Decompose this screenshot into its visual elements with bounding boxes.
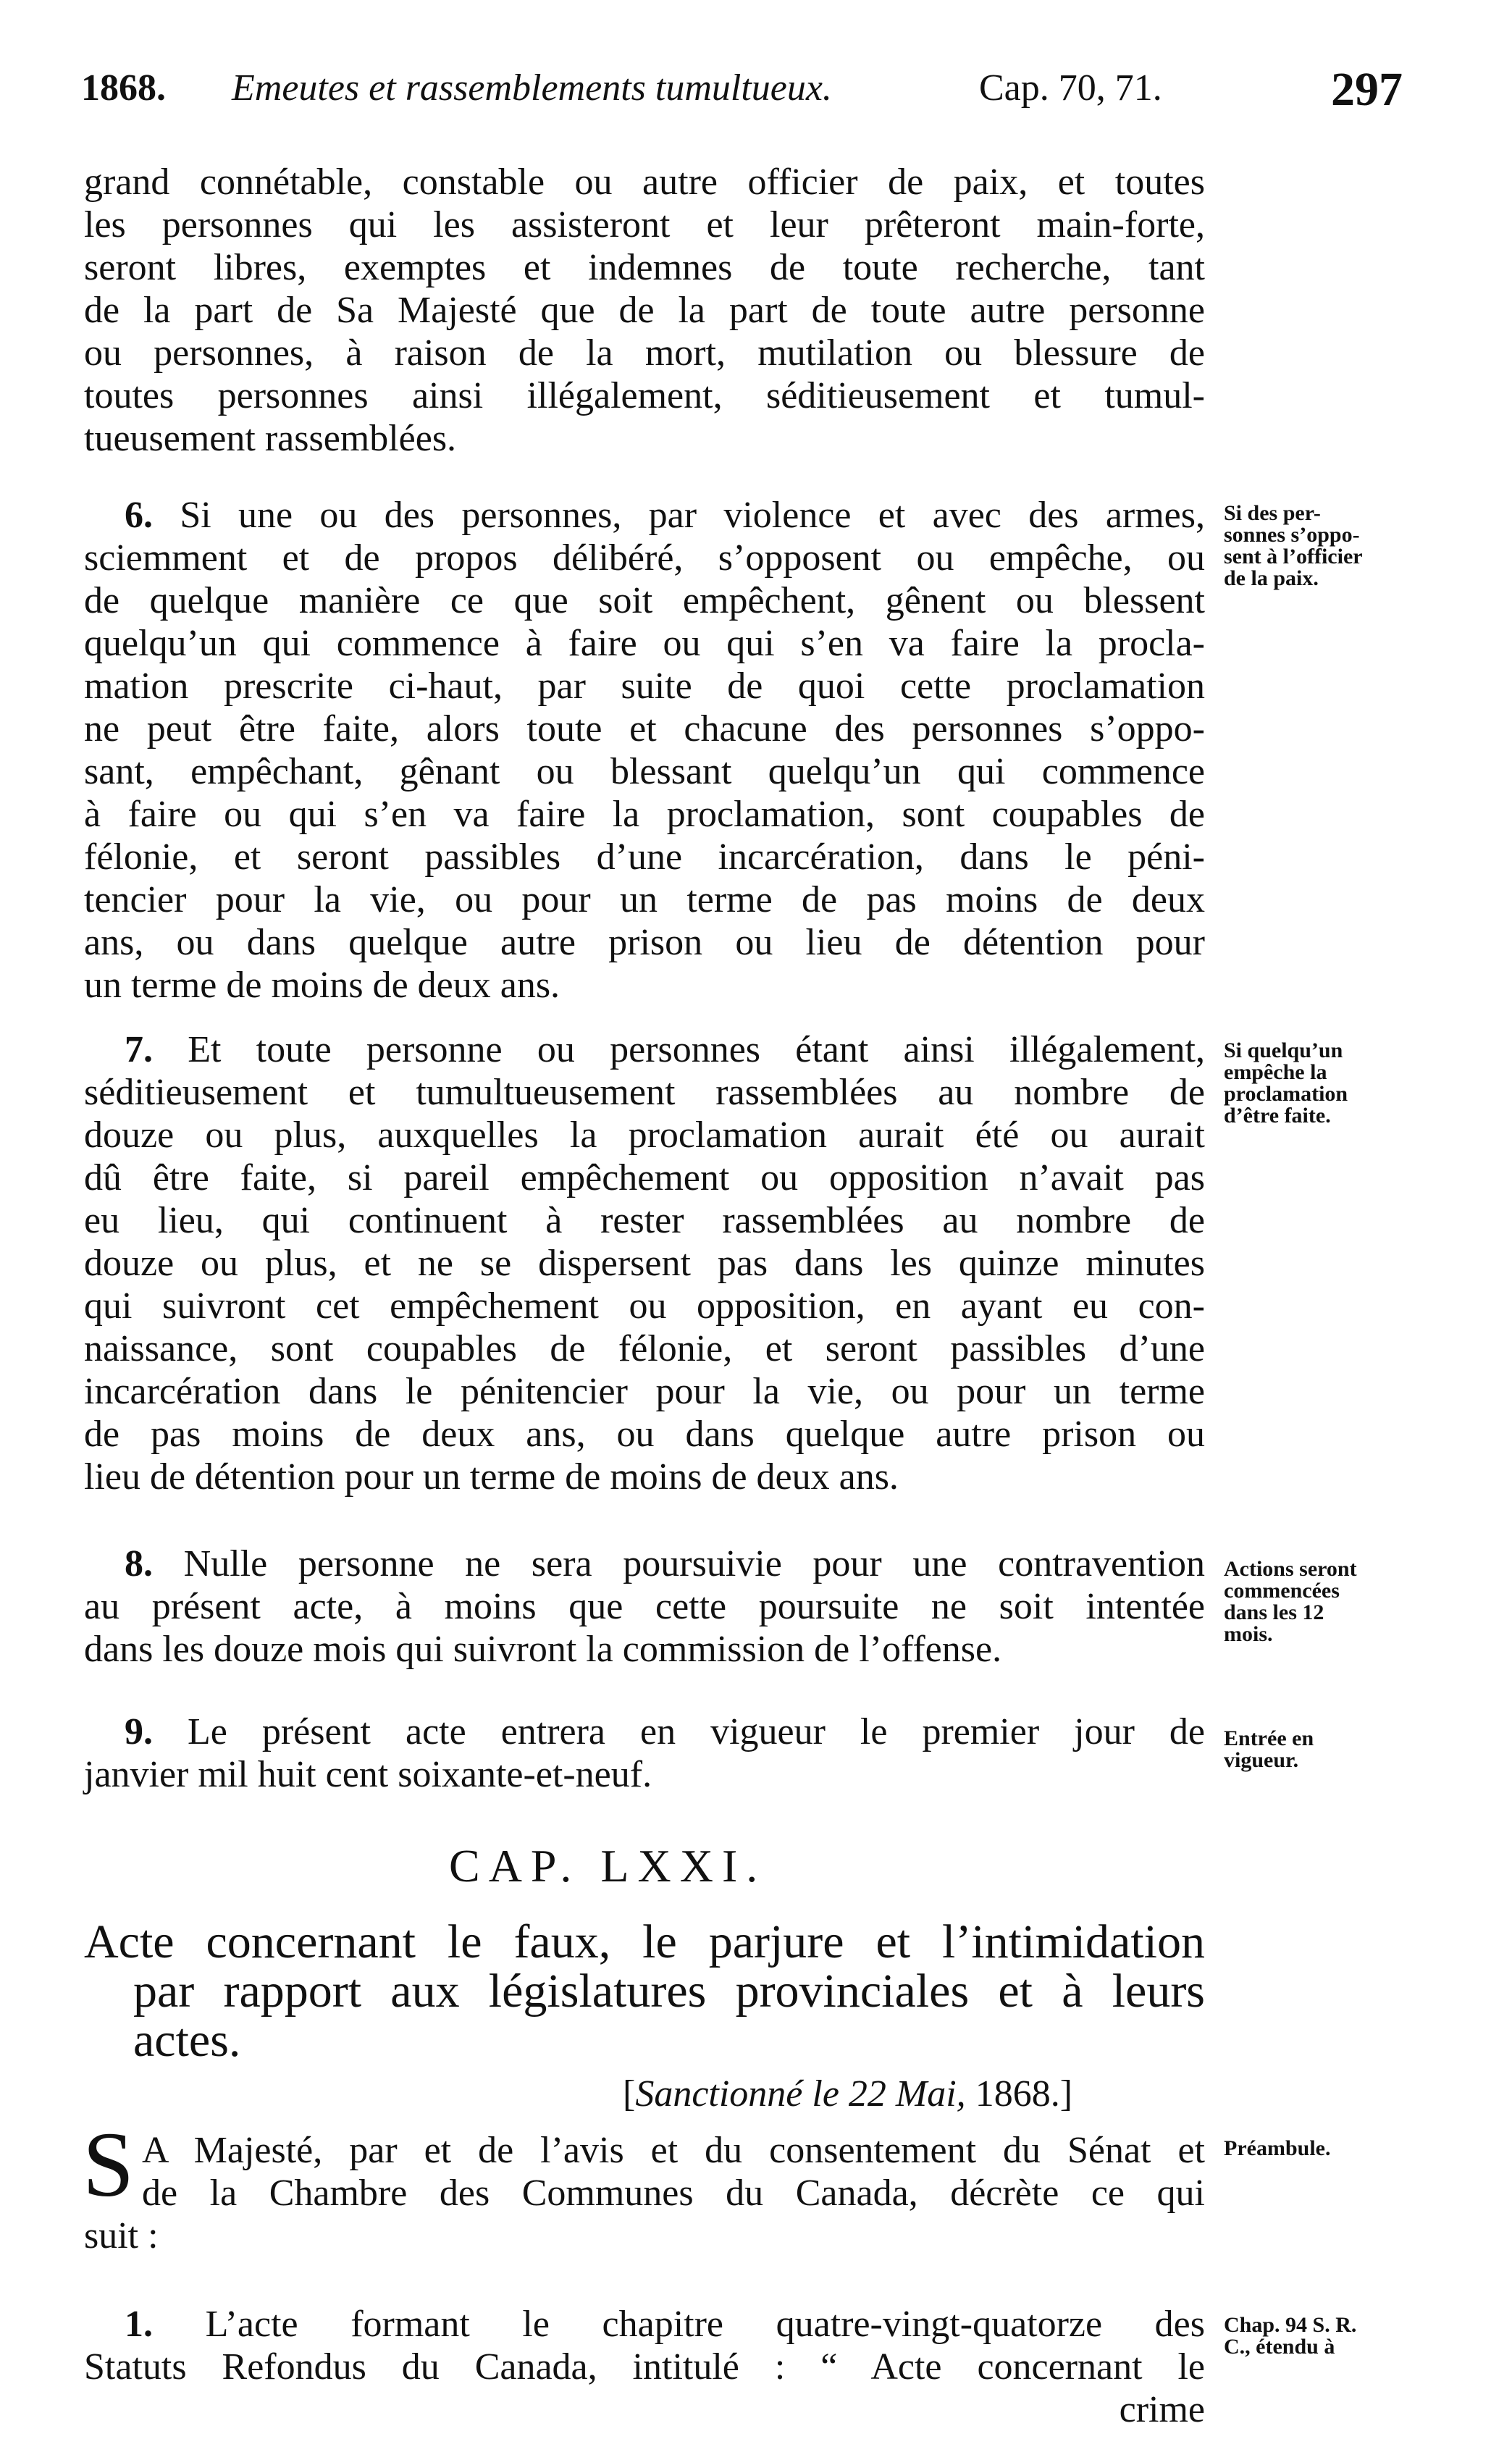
section-first-line (84, 2303, 1205, 2346)
section-lead-text: Le présent acte entrera en vigueur le premier jour de (188, 1711, 1205, 1752)
header-year: 1868. (81, 67, 166, 109)
margin-line: Entrée en (1224, 1726, 1314, 1750)
text-line: à faire ou qui s’en va faire la proclamation, sont coupables de (84, 794, 1205, 835)
margin-note-section-8 (1224, 1558, 1506, 1645)
section-first-line (84, 1710, 1205, 1753)
section-1 (84, 2303, 1205, 2431)
text-line: les personnes qui les assisteront et leur prêteront main-forte, (84, 204, 1205, 245)
margin-line: d’être faite. (1224, 1104, 1331, 1128)
text-line: douze ou plus, et ne se dispersent pas dans les quinze minutes (84, 1243, 1205, 1284)
text-line: lieu de détention pour un terme de moins de deux ans. (84, 1456, 899, 1498)
header-chapter: Cap. 70, 71. (979, 67, 1162, 109)
margin-line: C., étendu à (1224, 2335, 1335, 2359)
text-line: grand connétable, constable ou autre officier de paix, et toutes (84, 161, 1205, 203)
act-title (84, 1915, 1205, 2067)
text-line: dû être faite, si pareil empêchement ou opposition n’avait pas (84, 1157, 1205, 1198)
text-line: qui suivront cet empêchement ou opposition, en ayant eu con- (84, 1285, 1205, 1327)
section-number: 6. (125, 495, 153, 536)
text-line: naissance, sont coupables de félonie, et seront passibles d’une (84, 1328, 1205, 1369)
section-number: 9. (125, 1711, 153, 1752)
text-line: Statuts Refondus du Canada, intitulé : “ Acte concernant le (84, 2346, 1205, 2388)
margin-line: sent à l’officier (1224, 545, 1363, 568)
section-lead-text: Nulle personne ne sera poursuivie pour une contravention (183, 1543, 1206, 1584)
section-9 (84, 1710, 1205, 1796)
margin-line: mois. (1224, 1622, 1273, 1646)
text-line: seront libres, exemptes et indemnes de toute recherche, tant (84, 247, 1205, 288)
section-number: 1. (125, 2304, 153, 2345)
text-line: de la Chambre des Communes du Canada, décrète ce qui (142, 2173, 1205, 2214)
margin-line: de la paix. (1224, 566, 1319, 590)
section-number: 8. (125, 1543, 153, 1584)
text-line: au présent acte, à moins que cette poursuite ne soit intentée (84, 1586, 1205, 1627)
text-line: eu lieu, qui continuent à rester rassemblées au nombre de (84, 1200, 1205, 1241)
page-number: 297 (1331, 63, 1403, 116)
sanction-date (623, 2073, 1072, 2115)
text-line: sciemment et de propos délibéré, s’opposent ou empêche, ou (84, 537, 1205, 579)
margin-note-preamble (1224, 2138, 1506, 2159)
margin-line: sonnes s’oppo- (1224, 523, 1360, 547)
text-line: ans, ou dans quelque autre prison ou lieu de détention pour (84, 922, 1205, 963)
act-title-line: par rapport aux législatures provinciales et à leurs (133, 1965, 1205, 2018)
section-lead-text: Et toute personne ou personnes étant ainsi illégalement, (188, 1029, 1205, 1070)
chapter-heading: CAP. LXXI. (449, 1840, 767, 1892)
act-title-line: actes. (133, 2014, 241, 2067)
text-line: suit : (84, 2215, 159, 2257)
margin-line: vigueur. (1224, 1748, 1299, 1772)
margin-line: commencées (1224, 1579, 1340, 1603)
margin-note-section-1 (1224, 2314, 1506, 2358)
text-line: de la part de Sa Majesté que de la part de toute autre personne (84, 290, 1205, 331)
margin-line: Préambule. (1224, 2136, 1331, 2160)
section-lead-text: L’acte formant le chapitre quatre-vingt-quatorze des (205, 2304, 1205, 2345)
text-line: dans les douze mois qui suivront la commission de l’offense. (84, 1629, 1002, 1670)
preamble (84, 2129, 1205, 2257)
margin-line: Si des per- (1224, 501, 1321, 525)
text-line: tencier pour la vie, ou pour un terme de pas moins de deux (84, 879, 1205, 920)
margin-line: Chap. 94 S. R. (1224, 2313, 1357, 2337)
margin-line: dans les 12 (1224, 1600, 1324, 1624)
text-line: de pas moins de deux ans, ou dans quelque autre prison ou (84, 1414, 1205, 1455)
margin-line: proclamation (1224, 1082, 1348, 1106)
text-line: tueusement rassemblées. (84, 418, 457, 459)
section-6 (84, 494, 1205, 1007)
margin-line: empêche la (1224, 1060, 1327, 1084)
text-line: séditieusement et tumultueusement rassemblées au nombre de (84, 1072, 1205, 1113)
header-title: Emeutes et rassemblements tumultueux. (232, 67, 832, 109)
text-line: mation prescrite ci-haut, par suite de quoi cette proclamation (84, 666, 1205, 707)
margin-line: Actions seront (1224, 1557, 1357, 1581)
sanction-year: 1868.] (975, 2073, 1073, 2115)
intro-paragraph (84, 161, 1205, 460)
sanction-open: [ (623, 2073, 636, 2115)
section-first-line (84, 1542, 1205, 1585)
section-7 (84, 1028, 1205, 1498)
section-8 (84, 1542, 1205, 1671)
text-line: incarcération dans le pénitencier pour la vie, ou pour un terme (84, 1371, 1205, 1412)
sanction-text: Sanctionné le 22 Mai, (635, 2073, 966, 2115)
drop-cap: S (83, 2113, 135, 2216)
text-line: félonie, et seront passibles d’une incarcération, dans le péni- (84, 836, 1205, 878)
text-line: douze ou plus, auxquelles la proclamation aurait été ou aurait (84, 1114, 1205, 1156)
text-line: sant, empêchant, gênant ou blessant quelqu’un qui commence (84, 751, 1205, 792)
text-line: janvier mil huit cent soixante-et-neuf. (84, 1754, 652, 1795)
margin-note-section-9 (1224, 1728, 1506, 1771)
section-number: 7. (125, 1029, 153, 1070)
text-line: un terme de moins de deux ans. (84, 965, 560, 1006)
section-first-line (84, 494, 1205, 537)
act-title-line: Acte concernant le faux, le parjure et l’intimidation (84, 1915, 1205, 1968)
margin-line: Si quelqu’un (1224, 1038, 1343, 1062)
text-line: A Majesté, par et de l’avis et du consentement du Sénat et (142, 2130, 1205, 2171)
section-lead-text: Si une ou des personnes, par violence et avec des armes, (180, 495, 1205, 536)
text-line: de quelque manière ce que soit empêchent, gênent ou blessent (84, 580, 1205, 621)
text-line: toutes personnes ainsi illégalement, séditieusement et tumul- (84, 375, 1205, 416)
margin-note-section-6 (1224, 503, 1506, 589)
text-line: quelqu’un qui commence à faire ou qui s’en va faire la procla- (84, 623, 1205, 664)
text-line: ne peut être faite, alors toute et chacune des personnes s’oppo- (84, 708, 1205, 750)
text-line: ou personnes, à raison de la mort, mutilation ou blessure de (84, 332, 1205, 374)
margin-note-section-7 (1224, 1040, 1506, 1127)
section-first-line (84, 1028, 1205, 1071)
catchword: crime (1119, 2389, 1205, 2430)
